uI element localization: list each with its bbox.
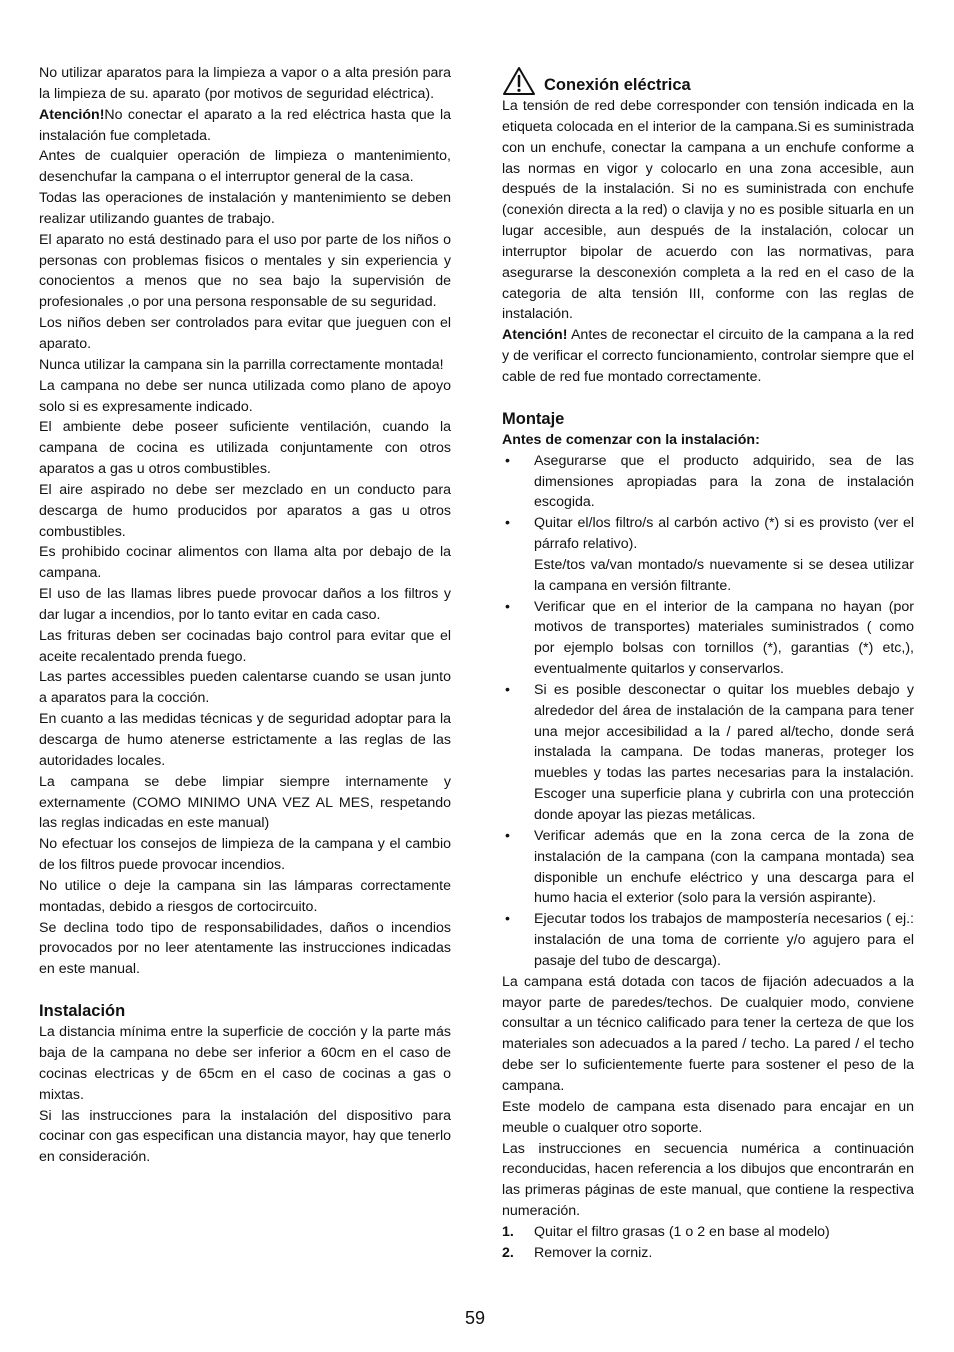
- attention-label: Atención!: [502, 327, 568, 344]
- paragraph: El aire aspirado no debe ser mezclado en un conducto para descarga de humo producidos por aparatos a gas u otros combustibles.: [39, 481, 451, 540]
- paragraph: Se declina todo tipo de responsabilidades, daños o incendios provocados por no leer atentamente las instrucciones indicadas en este manual.: [39, 919, 451, 978]
- list-item: • Verificar además que en la zona cerca de la zona de instalación de la campana (con la campana montada) sea disponible un enchufe eléctrico y una descarga para el humo hacia el exterior (solo para la versión aspirante).: [502, 826, 914, 909]
- list-item: • Verificar que en el interior de la campana no hayan (por motivos de transportes) materiales suministrados ( como por ejemplo bolsas con tornillos (*), garantias (*) etc,), eventualmente quitarlos y conservarlos.: [502, 597, 914, 680]
- paragraph: En cuanto a las medidas técnicas y de seguridad adoptar para la descarga de humo atenerse estrictamente a las reglas de las autoridades locales.: [39, 711, 451, 769]
- paragraph-text: No conectar el aparato a la red eléctrica hasta que la instalación fue completada.: [39, 106, 451, 144]
- paragraph: El ambiente debe poseer suficiente ventilación, cuando la campana de cocina es utilizada conjuntamente con otros aparatos a gas u otros combustibles.: [39, 419, 451, 478]
- bullet-list: [502, 451, 914, 972]
- paragraph: Los niños deben ser controlados para evitar que jueguen con el aparato.: [39, 315, 451, 352]
- list-item-text: Quitar el/los filtro/s al carbón activo (*) si es provisto (ver el párrafo relativo).: [534, 515, 914, 553]
- paragraph: No utilice o deje la campana sin las lámparas correctamente montadas, debido a riesgos de cortocircuito.: [39, 877, 451, 915]
- step-number: 1.: [502, 1223, 514, 1240]
- paragraph: La campana está dotada con tacos de fijación adecuados a la mayor parte de paredes/techos. De cualquier modo, conviene consultar a un técnico calificado para tener la certeza de que los materiales son adecuados a la pared / techo. La pared / el techo debe ser lo suficientemente fuerte para sostener el peso de la campana.: [502, 973, 914, 1094]
- paragraph: [39, 105, 451, 147]
- step-item: [502, 1243, 914, 1264]
- paragraph: La distancia mínima entre la superficie de cocción y la parte más baja de la campana no debe ser inferior a 60cm en el caso de cocinas electricas y de 65cm en el caso de cocinas a gas o mixtas.: [39, 1024, 451, 1103]
- page-number: 59: [465, 1308, 486, 1328]
- paragraph: Este modelo de campana esta disenado para encajar en un meuble o cualquer otro soporte.: [502, 1098, 914, 1136]
- paragraph: Si las instrucciones para la instalación del dispositivo para cocinar con gas especifican una distancia mayor, hay que tenerlo en consideración.: [39, 1107, 451, 1166]
- paragraph: No utilizar aparatos para la limpieza a vapor o a alta presión para la limpieza de su. aparato (por motivos de seguridad eléctrica).: [39, 65, 451, 102]
- list-item: [502, 513, 914, 596]
- list-item-note: Este/tos va/van montado/s nuevamente si se desea utilizar la campana en versión filtrante.: [534, 556, 914, 594]
- step-number: 2.: [502, 1244, 514, 1261]
- attention-label: Atención!: [39, 106, 105, 123]
- paragraph: Todas las operaciones de instalación y mantenimiento se deben realizar utilizando guantes de trabajo.: [39, 190, 451, 227]
- paragraph: [502, 325, 914, 388]
- subheading: Antes de comenzar con la instalación:: [502, 431, 760, 448]
- paragraph: El aparato no está destinado para el uso por parte de los niños o personas con problemas fisicos o mentales y sin experiencia y conocientos a menos que no sea bajo la supervisión de profesionales ,o por una persona responsable de su seguridad.: [39, 231, 451, 311]
- section-title-montaje: Montaje: [502, 409, 565, 428]
- paragraph: Las frituras deben ser cocinadas bajo control para evitar que el aceite recalentado prenda fuego.: [39, 627, 451, 665]
- section-title-conexion: Conexión eléctrica: [544, 76, 691, 94]
- step-item: [502, 1222, 914, 1243]
- list-item: • Ejecutar todos los trabajos de mampostería necesarios ( ej.: instalación de una toma de corriente y/o agujero para el pasaje del tubo de descarga).: [502, 909, 914, 972]
- step-text: Remover la corniz.: [534, 1244, 653, 1261]
- paragraph-text: Antes de reconectar el circuito de la campana a la red y de verificar el correcto funcionamiento, controlar siempre que el cable de red fue montado correctamente.: [502, 327, 914, 385]
- paragraph: Antes de cualquier operación de limpieza o mantenimiento, desenchufar la campana o el interruptor general de la casa.: [39, 148, 451, 186]
- paragraph: La campana no debe ser nunca utilizada como plano de apoyo solo si es expresamente indicado.: [39, 377, 451, 415]
- paragraph: Es prohibido cocinar alimentos con llama alta por debajo de la campana.: [39, 544, 451, 582]
- section-title-instalacion: Instalación: [39, 1002, 126, 1021]
- numbered-steps: [502, 1222, 914, 1264]
- right-column: [502, 63, 914, 1264]
- list-item: • Asegurarse que el producto adquirido, sea de las dimensiones apropiadas para la zona de instalación escogida.: [502, 451, 914, 514]
- paragraph: La campana se debe limpiar siempre internamente y externamente (COMO MINIMO UNA VEZ AL MES, respetando las reglas indicadas en este manual): [39, 773, 451, 832]
- list-item: • Si es posible desconectar o quitar los muebles debajo y alrededor del área de instalación de la campana para tener una mejor accesibilidad a la / pared al/techo, donde será instalada la campana. De todas maneras, proteger los muebles y todas las partes necesarias para la instalación. Escoger una superficie plana y cubrirla con una protección donde apoyar las piezas metálicas.: [502, 680, 914, 826]
- paragraph: Las instrucciones en secuencia numérica a continuación reconducidas, hacen referencia a los dibujos que encontrarán en las primeras páginas de este manual, que contiene la respectiva numeración.: [502, 1140, 914, 1220]
- paragraph: La tensión de red debe corresponder con tensión indicada en la etiqueta colocada en el interior de la campana.Si es suministrada con un enchufe, conectar la campana a un enchufe conforme a las normas en vigor y colocarlo en una zona accesible, aun después de la instalación. Si no es suministrada con enchufe (conexión directa a la red) o clavija y no es posible situarla en un lugar accesible, aun después de la instalación, colocar un interruptor bipolar de acuerdo con las normativas, para asegurarse la desconexión completa a la red en el caso de la categoria de alta tensión III, conforme con las reglas de instalación.: [502, 98, 914, 323]
- paragraph: No efectuar los consejos de limpieza de la campana y el cambio de los filtros puede provocar incendios.: [39, 836, 451, 874]
- step-text: Quitar el filtro grasas (1 o 2 en base al modelo): [534, 1223, 830, 1240]
- left-column: [39, 63, 451, 1168]
- paragraph: Nunca utilizar la campana sin la parrilla correctamente montada!: [39, 356, 444, 373]
- warning-triangle-icon: [502, 66, 536, 96]
- section-header-conexion: [502, 66, 914, 96]
- paragraph: Las partes accessibles pueden calentarse cuando se usan junto a aparatos para la cocción.: [39, 669, 451, 707]
- paragraph: El uso de las llamas libres puede provocar daños a los filtros y dar lugar a incendios, por lo tanto evitar en cada caso.: [39, 586, 451, 623]
